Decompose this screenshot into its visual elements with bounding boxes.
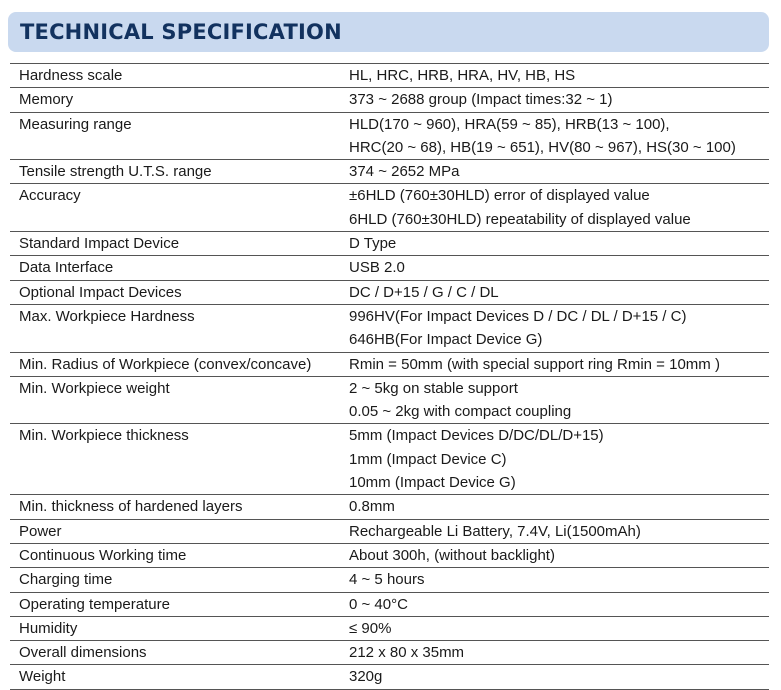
spec-label: Standard Impact Device	[10, 232, 349, 256]
spec-value-line: HLD(170 ~ 960), HRA(59 ~ 85), HRB(13 ~ 100),	[349, 115, 670, 133]
spec-value-line: USB 2.0	[349, 259, 405, 277]
spec-value	[349, 280, 769, 304]
spec-row	[10, 64, 769, 88]
spec-value	[349, 256, 769, 280]
spec-value-line: 2 ~ 5kg on stable support	[349, 379, 518, 397]
spec-value-line: ≤ 90%	[349, 619, 392, 637]
spec-label: Charging time	[10, 568, 349, 592]
spec-value	[349, 592, 769, 616]
spec-label: Hardness scale	[10, 64, 349, 88]
spec-value	[349, 376, 769, 424]
spec-value	[349, 665, 769, 689]
spec-value-line: 212 x 80 x 35mm	[349, 644, 465, 662]
spec-value-line: 10mm (Impact Device G)	[349, 474, 516, 492]
spec-row	[10, 641, 769, 665]
spec-row	[10, 568, 769, 592]
spec-value-line: 5mm (Impact Devices D/DC/DL/D+15)	[349, 427, 604, 445]
spec-label: Max. Workpiece Hardness	[10, 304, 349, 352]
spec-row	[10, 376, 769, 424]
spec-row	[10, 304, 769, 352]
spec-label: Weight	[10, 665, 349, 689]
page-title: TECHNICAL SPECIFICATION	[20, 20, 342, 44]
spec-value-line: HL, HRC, HRB, HRA, HV, HB, HS	[349, 67, 576, 84]
spec-table	[10, 63, 769, 690]
spec-value-line: 6HLD (760±30HLD) repeatability of displayed value	[349, 210, 691, 228]
spec-value-line: D Type	[349, 235, 397, 253]
spec-value-line: 1mm (Impact Device C)	[349, 450, 507, 468]
spec-label: Continuous Working time	[10, 543, 349, 567]
spec-value-line: 646HB(For Impact Device G)	[349, 331, 543, 349]
spec-value	[349, 495, 769, 519]
spec-value	[349, 112, 769, 160]
spec-label: Data Interface	[10, 256, 349, 280]
spec-value	[349, 88, 769, 112]
spec-value-line: About 300h, (without backlight)	[349, 546, 555, 564]
spec-value	[349, 519, 769, 543]
spec-label: Measuring range	[10, 112, 349, 160]
spec-label: Min. thickness of hardened layers	[10, 495, 349, 519]
spec-row	[10, 616, 769, 640]
spec-value-line: 320g	[349, 668, 383, 686]
spec-value-line: 373 ~ 2688 group (Impact times:32 ~ 1)	[349, 91, 613, 109]
spec-row	[10, 184, 769, 232]
spec-row	[10, 519, 769, 543]
spec-value	[349, 616, 769, 640]
spec-value-line: 0.05 ~ 2kg with compact coupling	[349, 403, 572, 421]
spec-row	[10, 352, 769, 376]
spec-label: Optional Impact Devices	[10, 280, 349, 304]
spec-row	[10, 424, 769, 495]
spec-value	[349, 352, 769, 376]
spec-label: Accuracy	[10, 184, 349, 232]
spec-label: Operating temperature	[10, 592, 349, 616]
spec-row	[10, 495, 769, 519]
spec-row	[10, 232, 769, 256]
spec-value-line: DC / D+15 / G / C / DL	[349, 283, 499, 301]
spec-table-body	[10, 64, 769, 690]
spec-row	[10, 280, 769, 304]
spec-value	[349, 641, 769, 665]
spec-value-line: 0 ~ 40°C	[349, 595, 408, 613]
spec-value	[349, 543, 769, 567]
spec-value	[349, 184, 769, 232]
spec-row	[10, 160, 769, 184]
spec-label: Tensile strength U.T.S. range	[10, 160, 349, 184]
spec-value-line: 374 ~ 2652 MPa	[349, 163, 460, 181]
section-header	[8, 12, 769, 52]
spec-value-line: 0.8mm	[349, 498, 395, 516]
spec-row	[10, 543, 769, 567]
spec-value	[349, 232, 769, 256]
spec-label: Overall dimensions	[10, 641, 349, 665]
spec-value	[349, 568, 769, 592]
spec-label: Min. Radius of Workpiece (convex/concave)	[10, 352, 349, 376]
spec-value	[349, 64, 769, 88]
spec-value-line: 996HV(For Impact Devices D / DC / DL / D+15 / C)	[349, 307, 687, 325]
spec-row	[10, 112, 769, 160]
spec-value	[349, 160, 769, 184]
spec-value-line: Rechargeable Li Battery, 7.4V, Li(1500mAh)	[349, 522, 641, 540]
spec-value	[349, 304, 769, 352]
spec-label: Min. Workpiece weight	[10, 376, 349, 424]
spec-row	[10, 88, 769, 112]
spec-value	[349, 424, 769, 495]
spec-label: Memory	[10, 88, 349, 112]
spec-value-line: Rmin = 50mm (with special support ring Rmin = 10mm )	[349, 355, 720, 373]
spec-value-line: 4 ~ 5 hours	[349, 571, 425, 589]
spec-label: Humidity	[10, 616, 349, 640]
spec-label: Min. Workpiece thickness	[10, 424, 349, 495]
spec-label: Power	[10, 519, 349, 543]
spec-value-line: HRC(20 ~ 68), HB(19 ~ 651), HV(80 ~ 967), HS(30 ~ 100)	[349, 138, 736, 156]
spec-row	[10, 665, 769, 689]
spec-row	[10, 256, 769, 280]
spec-row	[10, 592, 769, 616]
spec-value-line: ±6HLD (760±30HLD) error of displayed value	[349, 187, 650, 205]
